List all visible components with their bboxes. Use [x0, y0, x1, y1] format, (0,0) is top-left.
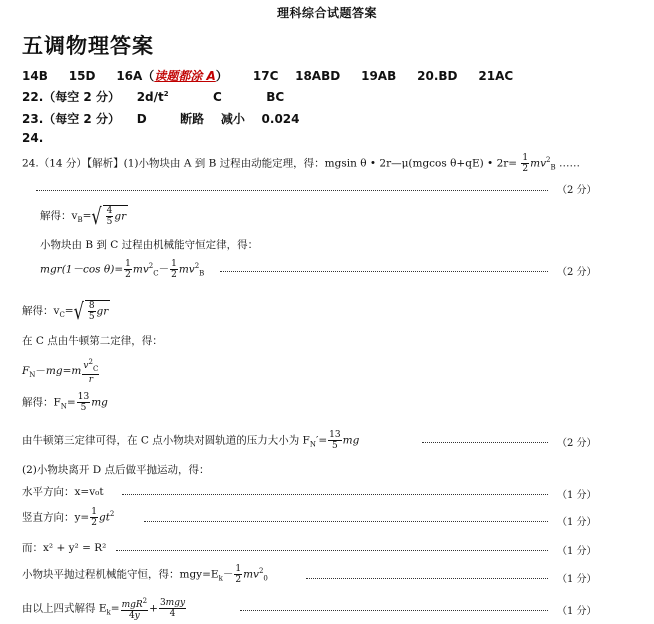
- line-horizontal: 水平方向：x=v₀t: [22, 486, 104, 498]
- leader-dots: [144, 521, 548, 522]
- line-vb: 解得：$v_B=√$ $\frac{4}{5}$ gr: [40, 202, 127, 230]
- points-label: （2 分）: [557, 185, 597, 196]
- ans-16-note: 读题都涂 A: [154, 69, 216, 83]
- line-newton3: 由牛顿第三定律可得，在 C 点小物块对圆轨道的压力大小为 $F_N'=$ $\frac{13}{5}$ mg: [22, 430, 360, 451]
- q23-label: 23.（每空 2 分）: [22, 112, 120, 126]
- q22-c: BC: [266, 90, 285, 104]
- line-energy2: 小物块平抛过程机械能守恒，得：$mgy=E_k-$ $\frac{1}{2}$ $mv^2_0$: [22, 564, 268, 585]
- leader-dots: [306, 578, 548, 579]
- q23-b: 断路: [180, 112, 205, 126]
- points-label: （1 分）: [557, 606, 597, 617]
- line-energy: mgr(1－cos θ)= $\frac{1}{2}$ $mv^2_C-$ $\frac{1}{2}$ $mv^2_B$: [40, 259, 205, 280]
- ans-21: 21AC: [478, 69, 514, 83]
- leader-dots: [122, 494, 548, 495]
- points-label: （1 分）: [557, 546, 597, 557]
- leader-dots: [36, 190, 548, 191]
- ans-16: 16A（: [116, 69, 155, 83]
- line-newton3-text: 由牛顿第三定律可得，在 C 点小物块对圆轨道的压力大小为 F: [22, 434, 310, 447]
- points-label: （2 分）: [557, 438, 597, 449]
- doc-header: 理科综合试题答案: [276, 6, 377, 20]
- q22-label: 22.（每空 2 分）: [22, 90, 120, 104]
- leader-dots: [220, 271, 548, 272]
- ans-17: 17C: [252, 69, 279, 83]
- line-final-text: 由以上四式解得 E: [22, 602, 107, 615]
- ans-19: 19AB: [361, 69, 397, 83]
- line-vc: 解得：$v_C=√$ $\frac{8}{5}$ gr: [22, 297, 109, 325]
- line-newton2: 在 C 点由牛顿第二定律，得：: [22, 335, 163, 347]
- line-bc-intro: 小物块由 B 到 C 过程由机械能守恒定律，得：: [40, 239, 259, 251]
- q24-head-text: 24.（14 分）【解析】(1)小物块由 A 到 B 过程由动能定理，得：mgsin θ • 2r—μ(mgcos θ+qE) • 2r=: [22, 157, 518, 170]
- line-vb-text: 解得：v: [40, 210, 78, 222]
- q23-c: 减小: [220, 112, 245, 126]
- leader-dots: [240, 610, 548, 611]
- q22-b: C: [213, 90, 222, 104]
- line-fn-text: F: [22, 364, 30, 377]
- answers-row-22: 22.（每空 2 分） $2d/t^2$ C BC: [22, 90, 285, 104]
- ans-18: 18ABD: [295, 69, 341, 83]
- leader-dots: [422, 442, 548, 443]
- line-vertical-text: 竖直方向：y=: [22, 511, 90, 524]
- q23-d: 0.024: [261, 112, 300, 126]
- line-circle: 而：x² + y² = R²: [22, 542, 107, 554]
- answers-row-mc: [22, 67, 513, 84]
- q22-a: 2d/t: [136, 90, 164, 104]
- line-final: 由以上四式解得 $E_k=$ $\frac{mgR^2}{4y}$ + $\frac{\text{3mgy}}{4}$: [22, 597, 186, 621]
- q24-head: 24.（14 分）【解析】(1)小物块由 A 到 B 过程由动能定理，得：mgsin θ • 2r—μ(mgcos θ+qE) • 2r= $\frac{1}{2}$ $mv^2_B$ ……: [22, 153, 581, 174]
- q24-number: 24.: [22, 131, 44, 145]
- leader-dots: [116, 550, 548, 551]
- line-vertical: 竖直方向：y= $\frac{1}{2}$ $gt^2$: [22, 507, 115, 528]
- line-vc-text: 解得：v: [22, 305, 60, 317]
- ans-14: 14B: [22, 69, 48, 83]
- points-label: （1 分）: [557, 517, 597, 528]
- points-label: （1 分）: [557, 490, 597, 501]
- line-fn-result-text: 解得：F: [22, 396, 61, 409]
- line-fn-result: 解得：$F_N=$ $\frac{13}{5}$ mg: [22, 392, 108, 413]
- line-fn-eq: $F_N-mg=m$ $\frac{v^2_C}{r}$: [22, 358, 99, 385]
- line-part2: (2)小物块离开 D 点后做平抛运动，得：: [22, 464, 210, 476]
- ans-16-close: ）: [215, 69, 228, 83]
- page-title: 五调物理答案: [22, 34, 154, 58]
- answers-row-23: [22, 110, 300, 127]
- points-label: （1 分）: [557, 574, 597, 585]
- ans-15: 15D: [68, 69, 96, 83]
- q23-a: D: [136, 112, 147, 126]
- line-energy2-text: 小物块平抛过程机械能守恒，得：mgy=E: [22, 568, 219, 581]
- line-energy-text: mgr(1－cos θ)=: [40, 263, 124, 276]
- points-label: （2 分）: [557, 267, 597, 278]
- ans-20: 20.BD: [417, 69, 458, 83]
